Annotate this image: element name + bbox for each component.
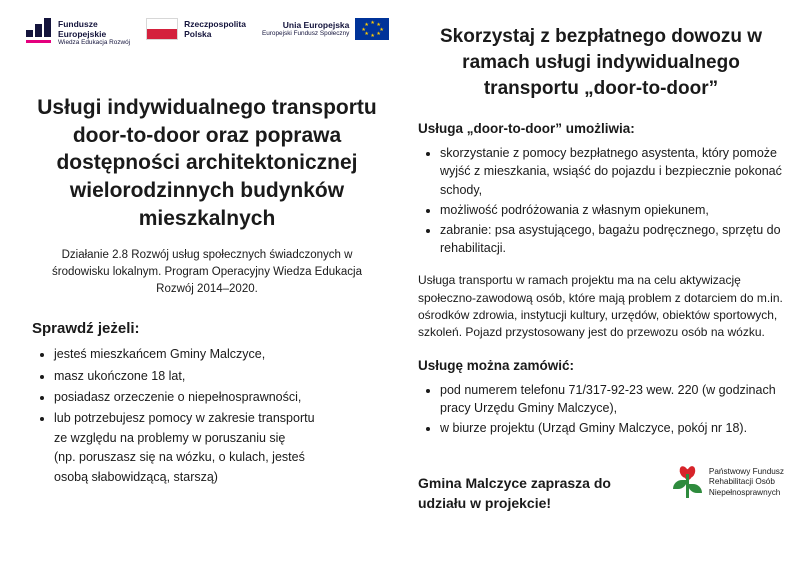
list-item: • pod numerem telefonu 71/317-92-23 wew. 220 (w godzinach pracy Urzędu Gminy Malczyce), [440,381,784,419]
order-list [418,381,784,438]
polish-flag-icon [146,18,178,40]
fe-line2: Europejskie [58,29,107,40]
list-item: • skorzystanie z pomocy bezpłatnego asystenta, który pomoże wyjść z mieszkania, wsiąść do pojazdu i bezpiecznie pokonać schody, [440,144,784,200]
logo-bar [20,18,394,72]
list-item: • lub potrzebujesz pomocy w zakresie transportu ze względu na problemy w poruszaniu się (np. poruszasz się na wózku, o kulach, jesteś osobą słabowidzącą, starszą) [54,409,394,487]
eligibility-list [20,345,394,487]
page-title: Usługi indywidualnego transportu door-to-door oraz poprawa dostępności architektonicznej wielorodzinnych budynków mieszkalnych [37,96,377,230]
unia-europejska-logo [262,18,389,40]
list-item: • jesteś mieszkańcem Gminy Malczyce, [54,345,394,364]
program-subtitle: Działanie 2.8 Rozwój usług społecznych świadczonych w środowisku lokalnym. Program Operacyjny Wiedza Edukacja Rozwój 2014–2020. [52,248,362,296]
unia-europejska-label [262,20,349,38]
ue-sub: Europejski Fundusz Społeczny [261,30,350,38]
fundusze-europejskie-label [58,19,130,47]
offer-title: Skorzystaj z bezpłatnego dowozu w ramach usługi indywidualnego transportu „door-to-door” [440,26,762,100]
list-item: • masz ukończone 18 lat, [54,367,394,386]
phone-number-text: pod numerem telefonu 71/317-92-23 wew. 220 [440,382,699,397]
rp-line1: Rzeczpospolita [184,18,246,29]
footer-row [418,452,784,513]
pfron-line1: Państwowy Fundusz [708,467,784,477]
rp-line2: Polska [184,29,212,39]
pfron-line3: Niepełnosprawnych [708,487,781,497]
fe-sub: Wiedza Edukacja Rozwój [58,39,131,47]
list-item: • posiadasz orzeczenie o niepełnosprawności, [54,388,394,407]
list-item: • zabranie: psa asystującego, bagażu podręcznego, sprzętu do rehabilitacji. [440,221,784,259]
check-heading: Sprawdź jeżeli: [32,320,140,338]
order-heading: Usługę można zamówić: [418,357,575,373]
pfron-logo [673,466,784,500]
rzeczpospolita-polska-logo [146,18,246,40]
invitation-text: Gmina Malczyce zaprasza do udziału w projekcie! [418,474,611,511]
pfron-label [709,467,784,498]
ue-line1: Unia Europejska [282,20,350,31]
pfron-line2: Rehabilitacji Osób [708,477,775,487]
fe-line1: Fundusze [58,18,98,29]
fundusze-europejskie-logo [26,18,130,48]
enables-heading: Usługa „door-to-door” umożliwia: [418,120,635,136]
pfron-flower-icon [673,466,703,500]
right-column [410,0,800,568]
rzeczpospolita-label [184,19,246,39]
project-description: Usługa transportu w ramach projektu ma na celu aktywizację społeczno-zawodową osób, które mają problem z dotarciem do m.in. ośrodków zdrowia, instytucji kultury, urzędów, obiektów sportowych, szkoleń. Pojazd przystosowany jest do przewozu osób na wózku. [418,273,783,340]
list-item: • w biurze projektu (Urząd Gminy Malczyce, pokój nr 18). [440,419,784,438]
enables-list [418,144,784,259]
list-item: • możliwość podróżowania z własnym opiekunem, [440,201,784,220]
fundusze-europejskie-icon [26,18,52,48]
eu-flag-icon: ★ ★ ★ ★ ★ ★ ★ ★ [355,18,389,40]
